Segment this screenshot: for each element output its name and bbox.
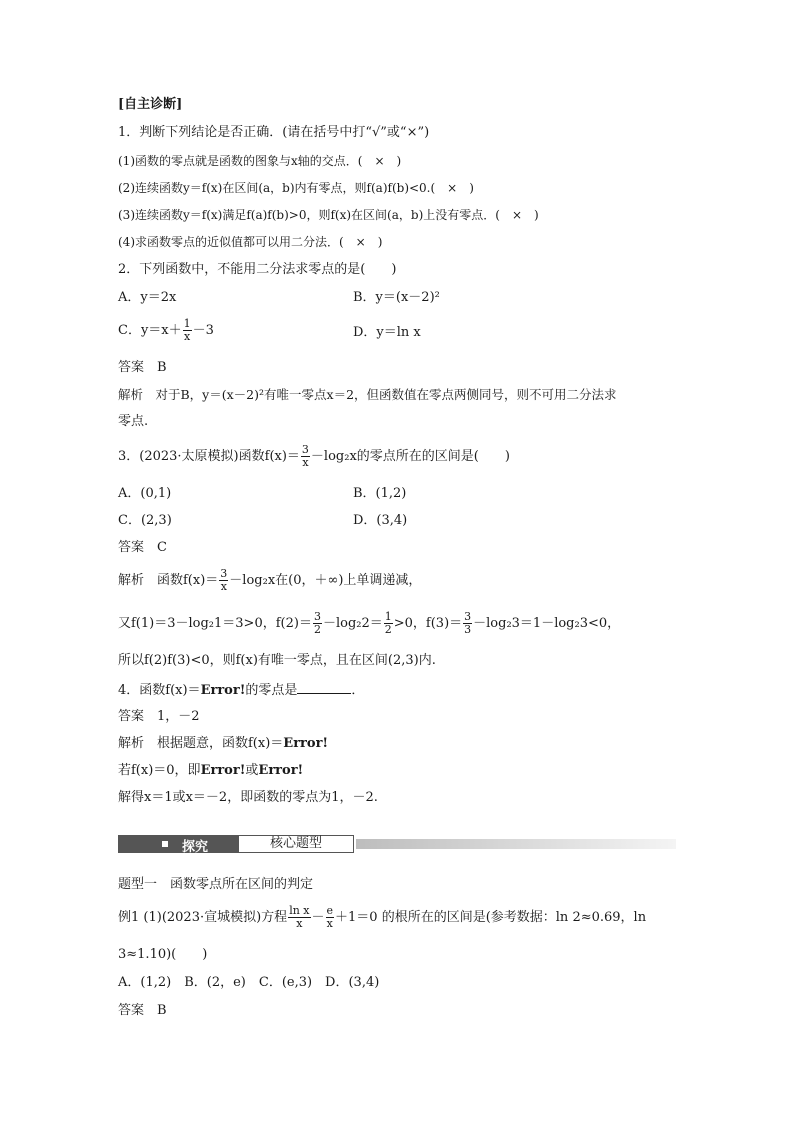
q2-option-a: A．y＝2x [118, 290, 177, 305]
q2-answer: 答案 B [118, 360, 167, 375]
q2-analysis-line-1: 解析 对于B，y＝(x－2)²有唯一零点x＝2，但函数值在零点两侧同号，则不可用二分法求 [118, 387, 617, 402]
q3-a2-part-3: >0，f(3)＝ [393, 616, 463, 631]
example-1-line-2: 3≈1.10)( ) [118, 947, 208, 962]
ex-fraction-2 [326, 905, 335, 930]
fraction-denominator: 2 [313, 623, 321, 636]
q4-answer: 答案 1，－2 [118, 709, 200, 724]
q3-a1-post: －log₂x在(0，＋∞)上单调递减， [229, 573, 422, 588]
q4-analysis-line-2 [118, 763, 303, 779]
fraction-denominator: x [326, 917, 333, 930]
banner-dark-bar [118, 835, 238, 853]
q3-a2-part-2: －log₂2＝ [322, 616, 383, 631]
fraction-numerator: e [326, 904, 334, 917]
fraction-denominator: 3 [464, 623, 472, 636]
section-title: [自主诊断] [118, 97, 183, 112]
q3-option-c: C．(2,3) [118, 513, 172, 528]
q1-stem: 1．判断下列结论是否正确．(请在括号中打“√”或“×”) [118, 125, 430, 140]
fraction-numerator: 1 [384, 610, 392, 623]
q4-stem-error: Error! [200, 683, 246, 698]
fraction-numerator: ln x [289, 904, 310, 917]
fraction-numerator: 3 [313, 610, 321, 623]
answer-blank [297, 681, 351, 694]
fraction-numerator: 3 [220, 567, 228, 580]
q3-analysis-line-2 [118, 611, 620, 636]
q2-option-c-post: －3 [192, 323, 214, 338]
q3-analysis-line-1 [118, 568, 421, 593]
q4-stem [118, 681, 364, 699]
q3-answer: 答案 C [118, 540, 167, 555]
q4-stem-end: ． [351, 683, 365, 698]
fraction-denominator: x [302, 456, 309, 469]
banner-gradient-bar [356, 839, 676, 849]
q1-item-1: (1)函数的零点就是函数的图象与x轴的交点．( × ) [118, 154, 402, 168]
ex-pre: 例1 (1)(2023·宣城模拟)方程 [118, 910, 288, 925]
type1-title: 题型一 函数零点所在区间的判定 [118, 877, 314, 892]
q2-option-c [118, 318, 214, 343]
q4-a2-error-1: Error! [200, 763, 246, 778]
q3-a2-fraction-2 [384, 611, 393, 636]
banner-right-label: 核心题型 [238, 835, 354, 853]
ex-mid: － [311, 910, 325, 925]
q3-a2-part-1: 又f(1)＝3－log₂1＝3>0，f(2)＝ [118, 616, 312, 631]
q4-analysis-line-1 [118, 736, 328, 752]
q1-item-2: (2)连续函数y＝f(x)在区间(a，b)内有零点，则f(a)f(b)<0.( × ) [118, 181, 474, 195]
ex-fraction-1 [288, 905, 310, 930]
ex-post: ＋1＝0 的根所在的区间是(参考数据：ln 2≈0.69，ln [335, 910, 647, 925]
q2-option-c-fraction [183, 318, 192, 343]
q4-a1-pre: 解析 根据题意，函数f(x)＝ [118, 736, 284, 751]
q3-stem-post: －log₂x的零点所在的区间是( ) [310, 449, 510, 464]
q4-stem-pre: 4．函数f(x)＝ [118, 683, 201, 698]
section-banner [118, 835, 676, 853]
q2-stem: 2．下列函数中，不能用二分法求零点的是( ) [118, 262, 397, 277]
q3-option-d: D．(3,4) [353, 513, 408, 528]
q3-a2-fraction-3 [463, 611, 472, 636]
q3-stem-pre: 3．(2023·太原模拟)函数f(x)＝ [118, 449, 300, 464]
fraction-numerator: 3 [301, 443, 309, 456]
q3-a1-pre: 解析 函数f(x)＝ [118, 573, 219, 588]
q3-a1-fraction [219, 568, 228, 593]
banner-left-label: 探究 [182, 840, 209, 855]
q4-a2-error-2: Error! [258, 763, 304, 778]
fraction-denominator: x [220, 580, 227, 593]
fraction-denominator: x [184, 330, 191, 343]
q3-option-a: A．(0,1) [118, 486, 172, 501]
example-1-stem [118, 905, 646, 930]
example-1-answer: 答案 B [118, 1003, 167, 1018]
fraction-denominator: x [296, 917, 303, 930]
q3-option-b: B．(1,2) [353, 486, 407, 501]
q1-item-4: (4)求函数零点的近似值都可以用二分法．( × ) [118, 235, 383, 249]
q1-item-3: (3)连续函数y＝f(x)满足f(a)f(b)>0，则f(x)在区间(a，b)上没有零点．( × ) [118, 208, 539, 222]
q4-a2-mid: 或 [245, 763, 259, 778]
fraction-numerator: 1 [183, 317, 191, 330]
fraction-numerator: 3 [464, 610, 472, 623]
q2-analysis-line-2: 零点. [118, 414, 149, 429]
q2-option-b: B．y＝(x－2)² [353, 290, 440, 305]
q2-option-d: D．y＝ln x [353, 325, 421, 340]
q3-a2-fraction-1 [313, 611, 322, 636]
q3-stem-fraction [301, 444, 310, 469]
q3-analysis-line-3: 所以f(2)f(3)<0，则f(x)有唯一零点，且在区间(2,3)内. [118, 653, 436, 668]
q4-a1-error: Error! [283, 736, 329, 751]
q4-analysis-line-3: 解得x＝1或x＝－2，即函数的零点为1，－2. [118, 790, 378, 805]
example-1-options: A．(1,2) B．(2，e) C．(e,3) D．(3,4) [118, 975, 380, 990]
fraction-denominator: 2 [384, 623, 392, 636]
banner-square-icon [162, 841, 168, 847]
q3-stem [118, 444, 510, 469]
q3-a2-part-4: －log₂3＝1－log₂3<0， [473, 616, 621, 631]
q4-stem-post: 的零点是 [245, 683, 298, 698]
q2-option-c-pre: C．y＝x＋ [118, 323, 182, 338]
q4-a2-pre: 若f(x)＝0，即 [118, 763, 201, 778]
